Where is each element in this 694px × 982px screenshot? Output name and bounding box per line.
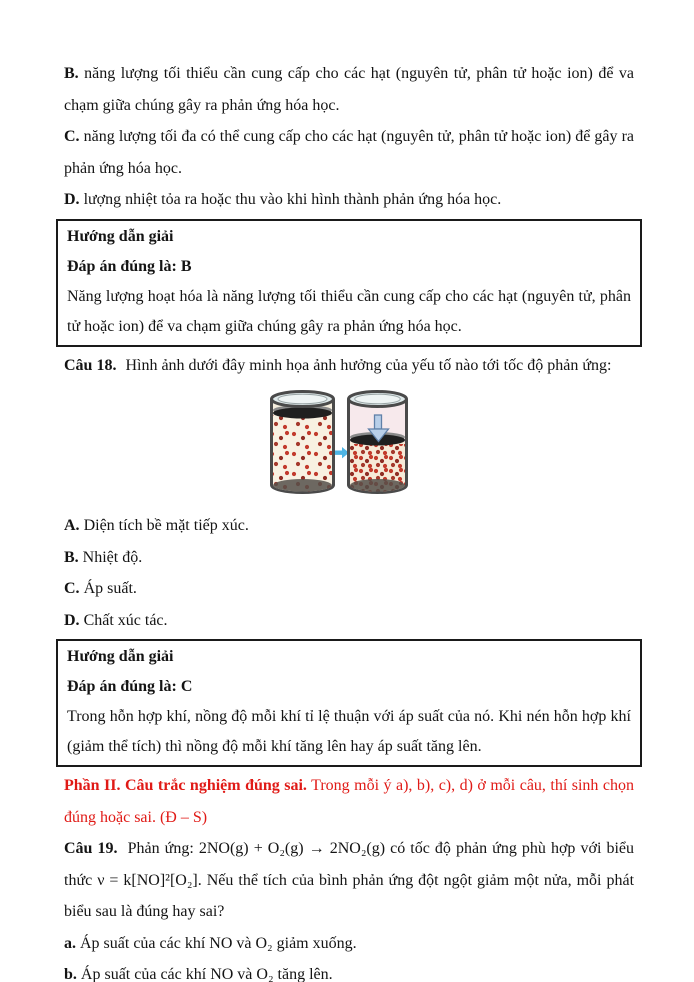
option-line [64, 121, 634, 184]
option-text: Diện tích bề mặt tiếp xúc. [83, 517, 249, 534]
option-label: B. [64, 65, 79, 82]
option-label: C. [64, 128, 80, 145]
question-text: Phản ứng: 2NO(g) + O₂(g) → 2NO₂(g) có tốc độ phản ứng phù hợp với biểu thức [64, 840, 635, 889]
question-line [64, 833, 634, 928]
option-text: Nhiệt độ. [82, 548, 143, 566]
option-line [64, 542, 634, 574]
part2-header [64, 770, 634, 833]
statement-text: Áp suất của các khí NO và O₂ giảm xuống. [80, 934, 357, 952]
cylinder-before-compression [272, 392, 334, 493]
part2-instruction: Trong mỗi ý a), b), c), d) ở mỗi câu, thí sinh chọn đúng hoặc sai. (Đ – S) [64, 777, 635, 826]
cylinder-after-compression [349, 392, 407, 493]
solution-explanation: Năng lượng hoạt hóa là năng lượng tối thiểu cần cung cấp cho các hạt (nguyên tử, phân tử hoặc ion) để va chạm giữa chúng gây ra phản ứng hóa học. [67, 287, 631, 335]
question-label: Câu 18. [64, 356, 117, 374]
solution-box [56, 639, 642, 767]
option-label: D. [64, 191, 80, 208]
option-text: Chất xúc tác. [83, 611, 168, 629]
option-label: D. [64, 611, 80, 629]
option-text: lượng nhiệt tỏa ra hoặc thu vào khi hình thành phản ứng hóa học. [83, 191, 502, 208]
option-label: A. [64, 517, 80, 534]
cylinders-figure [268, 390, 410, 498]
option-line [64, 573, 634, 605]
option-label: C. [64, 580, 80, 597]
option-line [64, 510, 634, 542]
option-line [64, 605, 634, 637]
question-line [64, 350, 634, 382]
statement-line [64, 928, 634, 960]
solution-box [56, 219, 642, 347]
rate-law-formula: ν = k[NO]²[O₂]. [97, 871, 202, 889]
option-text: năng lượng tối đa có thể cung cấp cho các hạt (nguyên tử, phân tử hoặc ion) để gây ra phản ứng hóa học. [64, 128, 635, 177]
solution-answer: Đáp án đúng là: C [67, 678, 193, 695]
solution-answer: Đáp án đúng là: B [67, 257, 192, 275]
option-text: Áp suất. [83, 580, 137, 597]
solution-explanation: Trong hỗn hợp khí, nồng độ mỗi khí tỉ lệ thuận với áp suất của nó. Khi nén hỗn hợp khí (giảm thể tích) thì nồng độ mỗi khí tăng lên hay áp suất tăng lên. [67, 708, 631, 755]
statement-label: b. [64, 966, 77, 982]
statement-line [64, 959, 634, 982]
option-text: năng lượng tối thiểu cần cung cấp cho các hạt (nguyên tử, phân tử hoặc ion) để va chạm giữa chúng gây ra phản ứng hóa học. [64, 65, 635, 114]
solution-heading: Hướng dẫn giải [67, 648, 174, 665]
option-line [64, 184, 634, 216]
solution-heading: Hướng dẫn giải [67, 227, 174, 245]
question-label: Câu 19. [64, 840, 118, 857]
arrow-right-icon [335, 447, 349, 458]
part2-heading: Phần II. Câu trắc nghiệm đúng sai. [64, 777, 307, 794]
question-text: Nếu thể tích của bình phản ứng đột ngột giảm một nửa, mỗi phát biểu sau là đúng hay sai? [64, 871, 635, 920]
gas-compression-illustration [268, 390, 410, 503]
question-text: Hình ảnh dưới đây minh họa ảnh hưởng của yếu tố nào tới tốc độ phản ứng: [125, 356, 612, 374]
option-label: B. [64, 548, 79, 566]
statement-label: a. [64, 934, 76, 952]
option-line [64, 58, 634, 121]
statement-text: Áp suất của các khí NO và O₂ tăng lên. [80, 966, 333, 982]
